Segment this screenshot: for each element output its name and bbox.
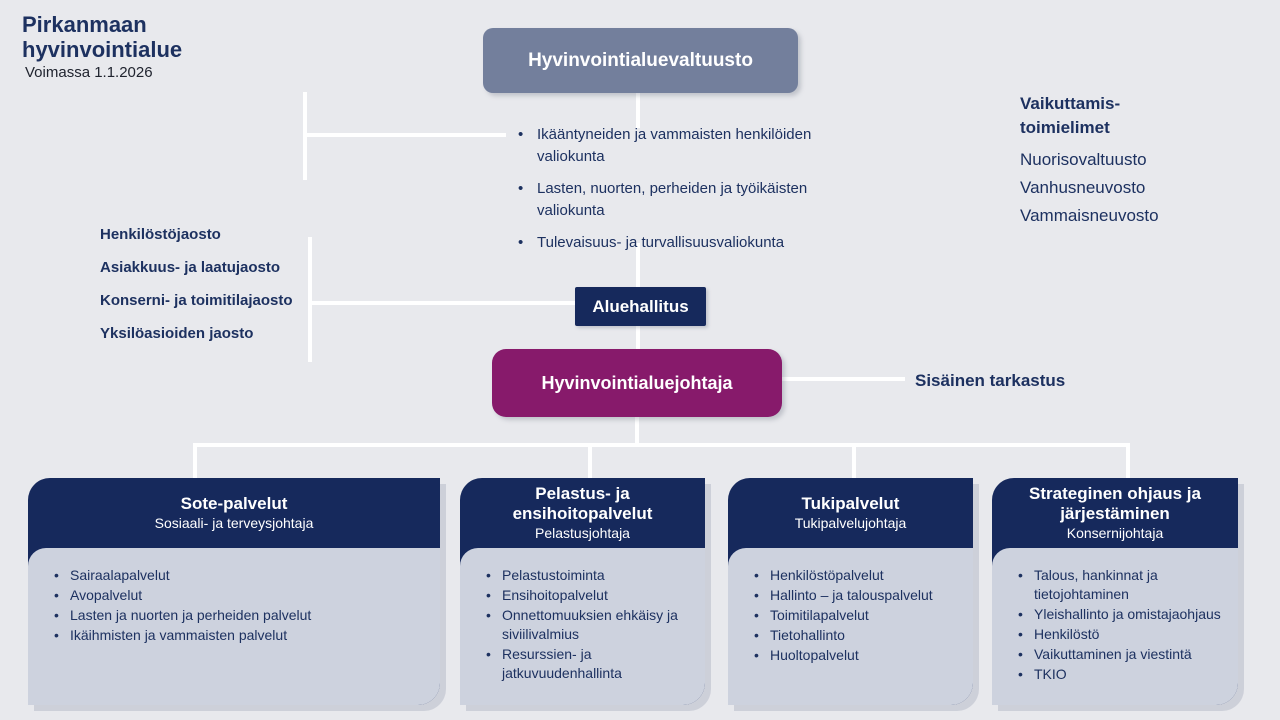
connector-divisions-spine <box>193 443 1130 447</box>
division-body <box>28 548 440 705</box>
division-bullet-item: • Henkilöstö <box>1016 625 1228 644</box>
validity-date: Voimassa 1.1.2026 <box>25 64 153 81</box>
division-body <box>460 548 705 705</box>
division-bullet-item: • Henkilöstöpalvelut <box>752 566 963 585</box>
division-bullet-item: • Lasten ja nuorten ja perheiden palvelut <box>52 606 430 625</box>
division-bullet-item: • Hallinto – ja talouspalvelut <box>752 586 963 605</box>
division-title: Strateginen ohjaus ja järjestäminen <box>1029 484 1201 523</box>
division-bullet-list <box>752 566 963 665</box>
division-bullet-item: • Sairaalapalvelut <box>52 566 430 585</box>
influence-bodies-heading: Vaikuttamis-toimielimet <box>1020 94 1121 137</box>
division-body <box>992 548 1238 705</box>
division-subtitle: Sosiaali- ja terveysjohtaja <box>154 515 314 531</box>
division-title: Tukipalvelut <box>801 494 900 513</box>
connector-oversight-horizontal <box>305 133 506 137</box>
connector-drop-division-1 <box>193 443 197 478</box>
influence-bodies-group <box>1020 92 1182 230</box>
influence-body-item: Nuorisovaltuusto <box>1020 150 1147 169</box>
influence-body-item: Vanhusneuvosto <box>1020 178 1146 197</box>
committee-item: • Ikääntyneiden ja vammaisten henkilöiden valiokunta <box>512 124 857 168</box>
board-label: Aluehallitus <box>592 296 689 316</box>
brand-name-line1: Pirkanmaan <box>22 12 147 37</box>
division-header <box>992 478 1238 548</box>
committee-item: • Lasten, nuorten, perheiden ja työikäisten valiokunta <box>512 178 857 222</box>
division-header <box>460 478 705 548</box>
board-box <box>575 287 706 326</box>
division-title: Pelastus- ja ensihoitopalvelut <box>512 484 653 523</box>
division-subtitle: Konsernijohtaja <box>1066 525 1164 541</box>
subcommittee-item: Yksilöasioiden jaosto <box>100 325 254 342</box>
connector-director-stem <box>635 417 639 445</box>
division-bullet-item: • Ensihoitopalvelut <box>484 586 695 605</box>
division-bullet-list <box>484 566 695 683</box>
subcommittee-item: Konserni- ja toimitilajaosto <box>100 292 293 309</box>
division-bullet-item: • Talous, hankinnat ja tietojohtaminen <box>1016 566 1228 604</box>
division-bullet-item: • TKIO <box>1016 665 1228 684</box>
division-bullet-list <box>52 566 430 645</box>
division-bullet-item: • Tietohallinto <box>752 626 963 645</box>
committee-list <box>512 124 857 264</box>
division-header <box>28 478 440 548</box>
connector-council-stem <box>636 93 640 128</box>
division-subtitle: Tukipalvelujohtaja <box>794 515 907 531</box>
division-title: Sote-palvelut <box>180 494 288 513</box>
connector-director-to-internal-audit <box>782 377 905 381</box>
division-subtitle: Pelastusjohtaja <box>535 525 630 541</box>
division-card <box>992 478 1238 705</box>
oversight-group <box>100 92 310 103</box>
division-header <box>728 478 973 548</box>
connector-board-to-director <box>636 326 640 349</box>
subcommittee-group <box>100 224 318 356</box>
director-label: Hyvinvointialuejohtaja <box>541 372 733 393</box>
division-bullet-item: • Resurssien- ja jatkuvuudenhallinta <box>484 645 695 683</box>
division-bullet-item: • Avopalvelut <box>52 586 430 605</box>
influence-bodies-list <box>1020 146 1182 230</box>
internal-audit-label: Sisäinen tarkastus <box>915 371 1066 390</box>
brand-logo <box>22 12 182 62</box>
division-bullet-item: • Toimitilapalvelut <box>752 606 963 625</box>
influence-body-item: Vammaisneuvosto <box>1020 206 1159 225</box>
division-bullet-item: • Ikäihmisten ja vammaisten palvelut <box>52 626 430 645</box>
connector-drop-division-2 <box>588 443 592 478</box>
committee-item: • Tulevaisuus- ja turvallisuusvaliokunta <box>512 232 857 254</box>
division-card <box>28 478 440 705</box>
connector-drop-division-4 <box>1126 443 1130 478</box>
division-card <box>460 478 705 705</box>
division-bullet-item: • Huoltopalvelut <box>752 646 963 665</box>
division-bullet-item: • Pelastustoiminta <box>484 566 695 585</box>
division-body <box>728 548 973 705</box>
division-bullet-item: • Yleishallinto ja omistajaohjaus <box>1016 605 1228 624</box>
subcommittee-item: Henkilöstöjaosto <box>100 226 221 243</box>
council-label: Hyvinvointialuevaltuusto <box>528 49 753 71</box>
connector-drop-division-3 <box>852 443 856 478</box>
director-box <box>492 349 782 417</box>
division-bullet-item: • Vaikuttaminen ja viestintä <box>1016 645 1228 664</box>
brand-name-line2: hyvinvointialue <box>22 37 183 62</box>
division-card <box>728 478 973 705</box>
council-box <box>483 28 798 93</box>
connector-subcommittees-horizontal <box>308 301 575 305</box>
division-bullet-item: • Onnettomuuksien ehkäisy ja siviilivalmius <box>484 606 695 644</box>
subcommittee-item: Asiakkuus- ja laatujaosto <box>100 259 281 276</box>
division-bullet-list <box>1016 566 1228 684</box>
